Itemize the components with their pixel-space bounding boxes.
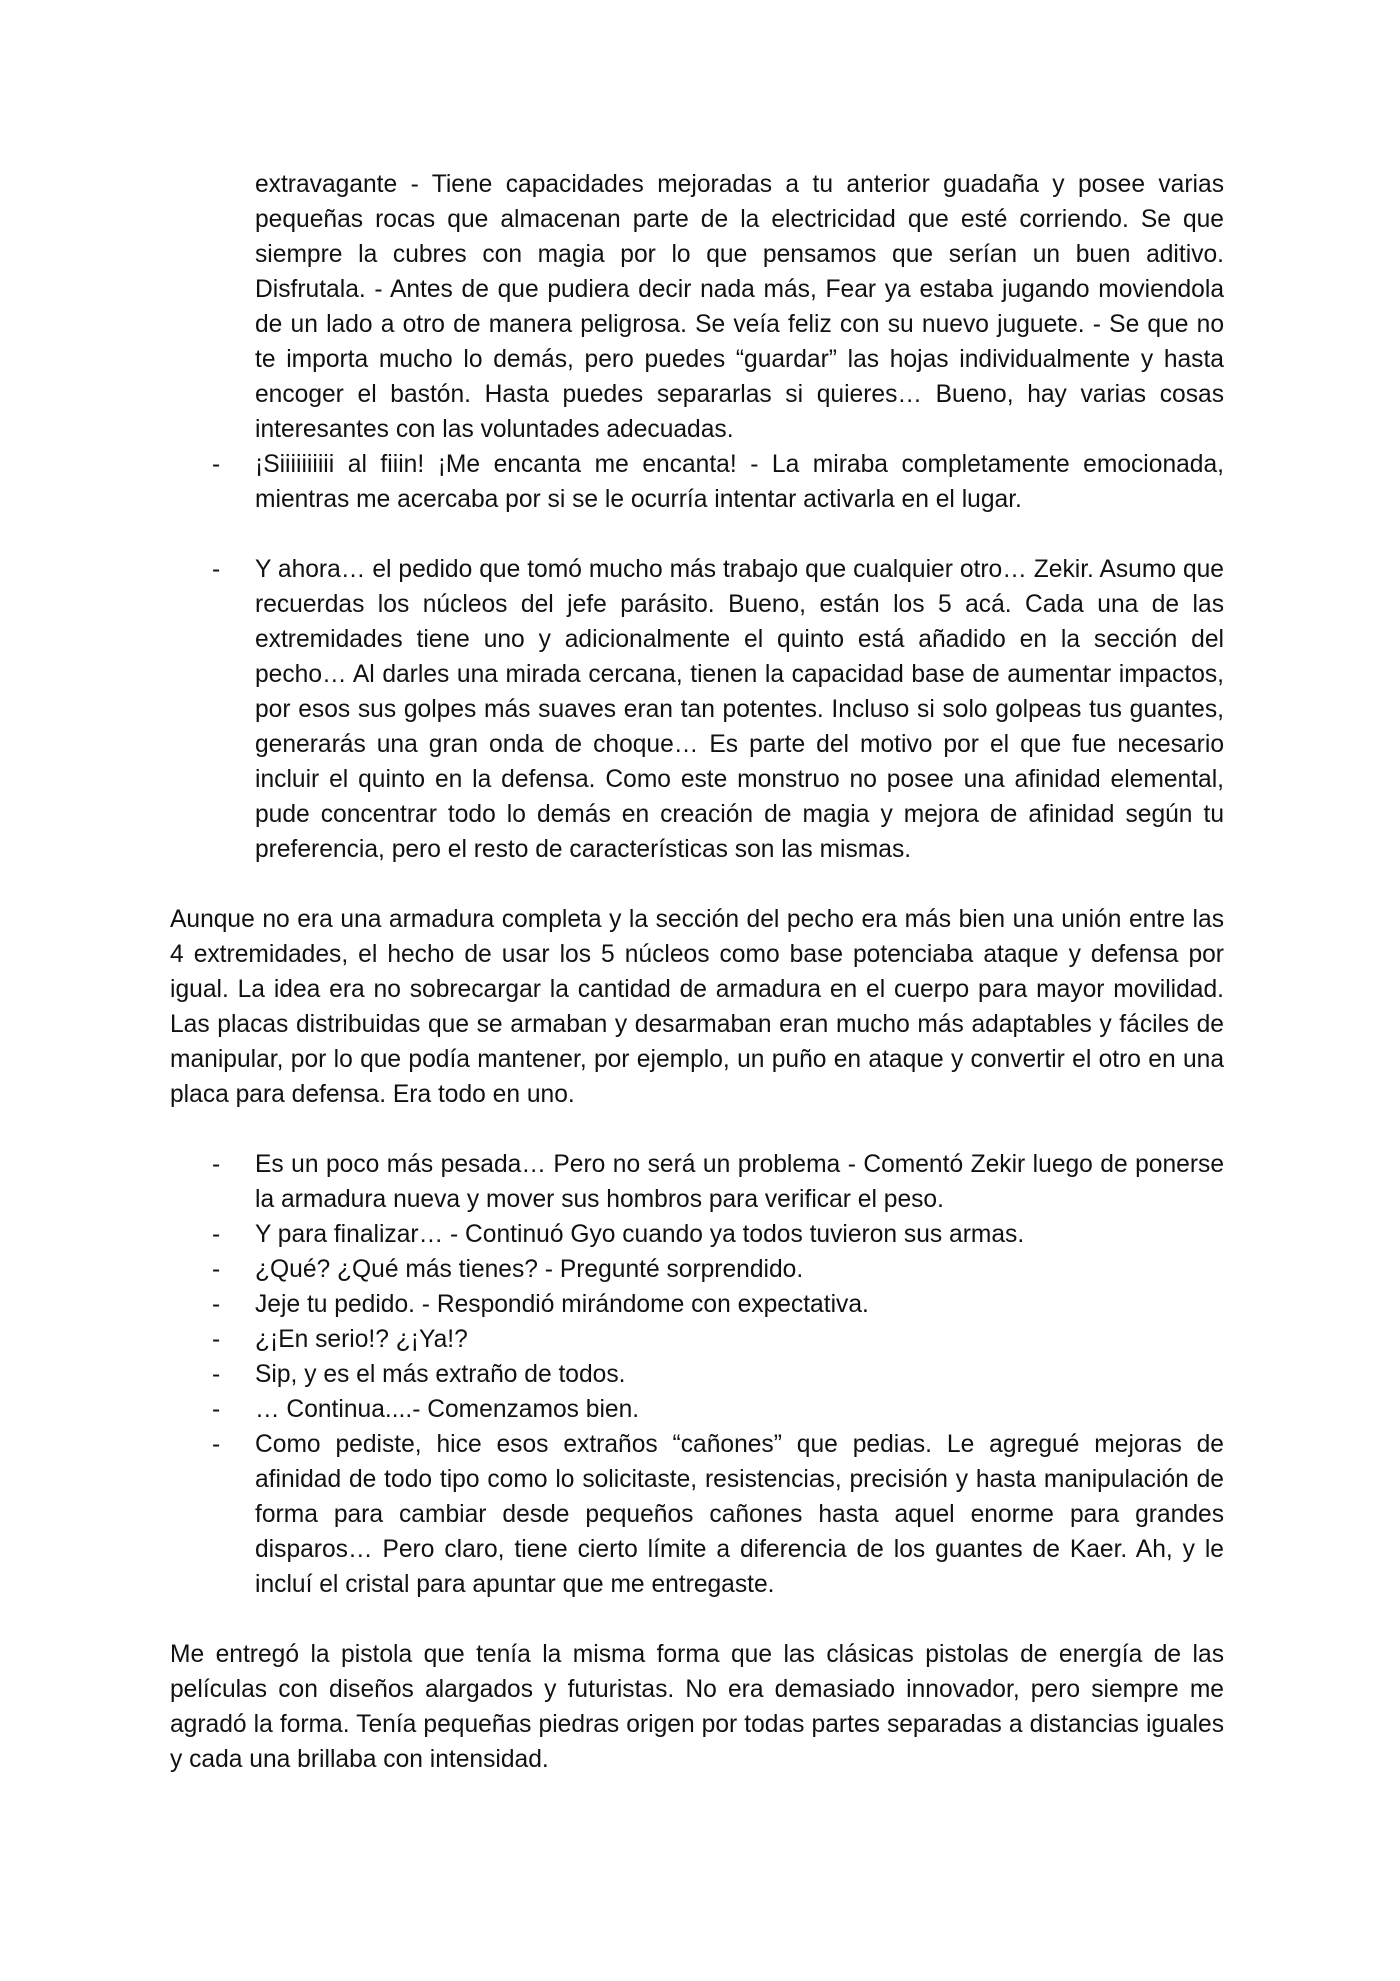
dialogue-line (170, 1147, 1224, 1217)
dash-marker: - (212, 1396, 221, 1423)
dialogue-line (170, 1252, 1224, 1287)
dialogue-list-2 (170, 552, 1224, 867)
dialogue-line (170, 1357, 1224, 1392)
dialogue-text: Sip, y es el más extraño de todos. (255, 1361, 626, 1388)
dialogue-line (170, 1217, 1224, 1252)
dialogue-text: ¿Qué? ¿Qué más tienes? - Pregunté sorprendido. (255, 1256, 804, 1283)
dash-marker: - (212, 1256, 221, 1283)
dash-marker: - (212, 1221, 221, 1248)
dash-marker: - (212, 451, 221, 478)
dialogue-text: ¿¡En serio!? ¿¡Ya!? (255, 1326, 468, 1353)
dialogue-list-1 (170, 447, 1224, 517)
dialogue-line (170, 1322, 1224, 1357)
dialogue-text: Y ahora… el pedido que tomó mucho más trabajo que cualquier otro… Zekir. Asumo que recuerdas los núcleos del jefe parásito. Bueno, están los 5 acá. Cada una de las extremidades tiene uno y adicionalmente el quinto está añadido en la sección del pecho… Al darles una mirada cercana, tienen la capacidad base de aumentar impactos, por esos sus golpes más suaves eran tan potentes. Incluso si solo golpeas tus guantes, generarás una gran onda de choque… Es parte del motivo por el que fue necesario incluir el quinto en la defensa. Como este monstruo no posee una afinidad elemental, pude concentrar todo lo demás en creación de magia y mejora de afinidad según tu preferencia, pero el resto de características son las mismas. (255, 556, 1224, 863)
dialogue-list-3 (170, 1147, 1224, 1602)
dash-marker: - (212, 1361, 221, 1388)
dialogue-text: Como pediste, hice esos extraños “cañones” que pedias. Le agregué mejoras de afinidad de todo tipo como lo solicitaste, resistencias, precisión y hasta manipulación de forma para cambiar desde pequeños cañones hasta aquel enorme para grandes disparos… Pero claro, tiene cierto límite a diferencia de los guantes de Kaer. Ah, y le incluí el cristal para apuntar que me entregaste. (255, 1431, 1224, 1598)
dialogue-text: ¡Siiiiiiiiii al fiiin! ¡Me encanta me encanta! - La miraba completamente emocionada, mientras me acercaba por si se le ocurría intentar activarla en el lugar. (255, 451, 1224, 513)
dialogue-text: Es un poco más pesada… Pero no será un problema - Comentó Zekir luego de ponerse la armadura nueva y mover sus hombros para verificar el peso. (255, 1151, 1224, 1213)
dialogue-text: Jeje tu pedido. - Respondió mirándome con expectativa. (255, 1291, 869, 1318)
dialogue-line (170, 1427, 1224, 1602)
dialogue-line (170, 1287, 1224, 1322)
narrative-paragraph: Aunque no era una armadura completa y la sección del pecho era más bien una unión entre las 4 extremidades, el hecho de usar los 5 núcleos como base potenciaba ataque y defensa por igual. La idea era no sobrecargar la cantidad de armadura en el cuerpo para mayor movilidad. Las placas distribuidas que se armaban y desarmaban eran mucho más adaptables y fáciles de manipular, por lo que podía mantener, por ejemplo, un puño en ataque y convertir el otro en una placa para defensa. Era todo en uno. (170, 906, 1224, 1108)
dash-marker: - (212, 556, 221, 583)
dialogue-line (170, 552, 1224, 867)
dialogue-line (170, 1392, 1224, 1427)
narrative-paragraph: Me entregó la pistola que tenía la misma forma que las clásicas pistolas de energía de las películas con diseños alargados y futuristas. No era demasiado innovador, pero siempre me agradó la forma. Tenía pequeñas piedras origen por todas partes separadas a distancias iguales y cada una brillaba con intensidad. (170, 1641, 1224, 1773)
dialogue-line (170, 447, 1224, 517)
continued-dialogue-block: extravagante - Tiene capacidades mejoradas a tu anterior guadaña y posee varias pequeñas rocas que almacenan parte de la electricidad que esté corriendo. Se que siempre la cubres con magia por lo que pensamos que serían un buen aditivo. Disfrutala. - Antes de que pudiera decir nada más, Fear ya estaba jugando moviendola de un lado a otro de manera peligrosa. Se veía feliz con su nuevo juguete. - Se que no te importa mucho lo demás, pero puedes “guardar” las hojas individualmente y hasta encoger el bastón. Hasta puedes separarlas si quieres… Bueno, hay varias cosas interesantes con las voluntades adecuadas. (255, 171, 1224, 443)
dash-marker: - (212, 1151, 221, 1178)
dialogue-text: Y para finalizar… - Continuó Gyo cuando ya todos tuvieron sus armas. (255, 1221, 1025, 1248)
dash-marker: - (212, 1326, 221, 1353)
dash-marker: - (212, 1291, 221, 1318)
dialogue-text: … Continua....- Comenzamos bien. (255, 1396, 640, 1423)
dash-marker: - (212, 1431, 221, 1458)
